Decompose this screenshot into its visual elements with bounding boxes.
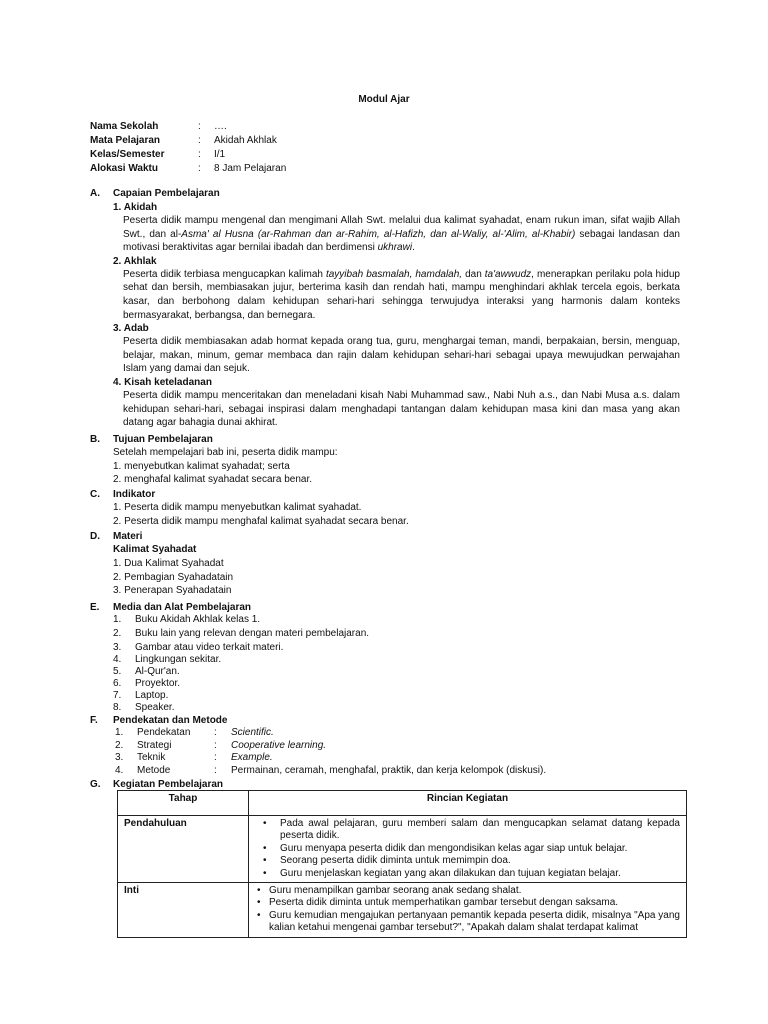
- table-row: [118, 883, 687, 938]
- section-letter: F.: [90, 715, 98, 726]
- item-number: 4.: [115, 764, 124, 776]
- section-heading: [90, 530, 680, 543]
- info-value: ….: [214, 121, 227, 132]
- item-label: Strategi: [137, 739, 172, 751]
- item-sep: :: [214, 727, 217, 738]
- section-title: Materi: [113, 531, 143, 542]
- item-label: Metode: [137, 764, 171, 776]
- item-text: Proyektor.: [135, 678, 181, 689]
- section-heading: [90, 433, 680, 446]
- section-letter: B.: [90, 434, 100, 445]
- section-title: Capaian Pembelajaran: [113, 188, 220, 199]
- bullet-item: [255, 885, 680, 897]
- item-text: Speaker.: [135, 702, 175, 713]
- list-item: [113, 702, 680, 714]
- info-sep: :: [198, 163, 201, 174]
- section-letter: E.: [90, 602, 100, 613]
- item-number: 7.: [113, 690, 122, 701]
- info-sep: :: [198, 135, 201, 146]
- section-indikator: [90, 488, 680, 528]
- info-key: Alokasi Waktu: [90, 163, 158, 174]
- table-header-row: [118, 791, 687, 816]
- info-key: Kelas/Semester: [90, 149, 165, 160]
- item-value: Example.: [231, 752, 273, 763]
- bullet-icon: •: [257, 897, 261, 909]
- item-number: 5.: [113, 666, 122, 677]
- section-media: [90, 601, 680, 714]
- item-number: 4.: [113, 654, 122, 665]
- info-row: [90, 162, 490, 176]
- item-number: 6.: [113, 678, 122, 689]
- item-number: 3.: [115, 752, 124, 763]
- bullet-icon: •: [257, 909, 261, 921]
- subsection-heading: 3. Adab: [113, 323, 149, 335]
- list-item: [113, 666, 680, 678]
- bullet-text: Guru menyapa peserta didik dan mengondisikan kelas agar siap untuk belajar.: [280, 842, 628, 854]
- bullet-item: [255, 910, 680, 935]
- item-text: Laptop.: [135, 690, 169, 701]
- section-heading: [90, 488, 680, 501]
- section-letter: A.: [90, 188, 100, 199]
- list-item: [113, 642, 680, 654]
- activity-table: [117, 790, 687, 938]
- info-sep: :: [198, 121, 201, 132]
- bullet-text: Guru kemudian mengajukan pertanyaan pemantik kepada peserta didik, misalnya "Apa yang kalian ketahui mengenai gambar tersebut?", "Apakah dalam shalat terdapat kalimat: [269, 909, 680, 934]
- info-row: [90, 148, 490, 162]
- bullet-icon: •: [263, 818, 267, 829]
- list-item: 1. Dua Kalimat Syahadat: [113, 558, 224, 569]
- section-heading: [90, 187, 680, 200]
- paragraph: [123, 268, 680, 322]
- bullet-icon: •: [263, 867, 267, 879]
- list-item: [113, 614, 680, 626]
- section-letter: D.: [90, 531, 100, 542]
- text-run: Peserta didik terbiasa mengucapkan kalimah: [123, 268, 326, 280]
- method-list: [90, 727, 680, 777]
- identity-block: [90, 120, 490, 176]
- list-item: [113, 690, 680, 702]
- media-list: [113, 614, 680, 714]
- section-title: Media dan Alat Pembelajaran: [113, 602, 252, 613]
- paragraph: [123, 214, 680, 255]
- list-item: 2. Peserta didik mampu menghafal kalimat syahadat secara benar.: [113, 515, 409, 527]
- italic-run: ukhrawi: [377, 242, 413, 254]
- item-number: 8.: [113, 702, 122, 713]
- section-heading: [90, 714, 680, 727]
- bullet-item: [255, 868, 680, 880]
- italic-run: tayyibah basmalah, hamdalah,: [325, 268, 463, 280]
- item-label: Teknik: [137, 752, 166, 763]
- item-text: Al-Qur'an.: [135, 666, 180, 677]
- section-letter: C.: [90, 489, 100, 500]
- detail-cell: [249, 816, 687, 883]
- info-value: I/1: [214, 149, 226, 160]
- info-value: Akidah Akhlak: [214, 135, 277, 146]
- text-run: .: [412, 242, 415, 254]
- item-number: 2.: [113, 628, 122, 639]
- bullet-item: [255, 843, 680, 855]
- list-item: [115, 727, 680, 740]
- bullet-text: Guru menampilkan gambar seorang anak sedang shalat.: [269, 885, 522, 897]
- bullet-icon: •: [263, 855, 267, 867]
- section-letter: G.: [90, 779, 101, 790]
- info-row: [90, 120, 490, 134]
- detail-cell: [249, 883, 687, 938]
- list-item: 1. menyebutkan kalimat syahadat; serta: [113, 460, 290, 472]
- bullet-icon: •: [257, 885, 261, 897]
- section-title: Kegiatan Pembelajaran: [113, 779, 224, 790]
- column-header-rincian: Rincian Kegiatan: [249, 791, 687, 816]
- section-tujuan: [90, 433, 680, 487]
- item-number: 1.: [115, 727, 124, 738]
- materi-subtitle: Kalimat Syahadat: [113, 544, 197, 555]
- bullet-text: Guru menjelaskan kegiatan yang akan dilakukan dan tujuan kegiatan belajar.: [280, 867, 621, 879]
- subsection-heading: 2. Akhlak: [113, 255, 157, 267]
- section-title: Tujuan Pembelajaran: [113, 434, 213, 445]
- list-item: 3. Penerapan Syahadatain: [113, 585, 232, 597]
- intro-text: Setelah mempelajari bab ini, peserta didik mampu:: [113, 447, 338, 458]
- section-title: Pendekatan dan Metode: [113, 715, 228, 726]
- item-number: 3.: [113, 642, 122, 653]
- stage-cell: Pendahuluan: [118, 816, 249, 883]
- item-text: Gambar atau video terkait materi.: [135, 642, 284, 653]
- subsection-heading: 1. Akidah: [113, 202, 158, 213]
- info-key: Mata Pelajaran: [90, 135, 161, 146]
- paragraph: Peserta didik mampu menceritakan dan meneladani kisah Nabi Muhammad saw., Nabi Nuh a.s., dan Nabi Musa a.s. dalam kehidupan sehari-hari, sebagai inspirasi dalam menghadapi tantangan dalam kehidupan masa kini dan masa yang akan datang agar bahagia dunai akhirat.: [123, 389, 680, 429]
- section-materi: [90, 530, 680, 598]
- item-text: Lingkungan sekitar.: [135, 654, 222, 665]
- info-value: 8 Jam Pelajaran: [214, 163, 287, 174]
- item-number: 2.: [115, 739, 124, 751]
- list-item: 2. Pembagian Syahadatain: [113, 571, 234, 583]
- bullet-item: [255, 897, 680, 909]
- item-value: Permainan, ceramah, menghafal, praktik, dan kerja kelompok (diskusi).: [231, 764, 547, 776]
- item-label: Pendekatan: [137, 727, 191, 738]
- table-row: [118, 816, 687, 883]
- text-run: sebagai landasan dan motivasi beraktivitas agar bernilai ibadah dan berdimensi: [123, 228, 680, 254]
- column-header-tahap: Tahap: [118, 791, 249, 816]
- italic-run: Asma' al Husna (ar-Rahman dan ar-Rahim, al-Hafizh, dan al-Waliy, al-'Alim, al-Khabir): [181, 228, 576, 240]
- bullet-text: Peserta didik diminta untuk memperhatikan gambar tersebut dengan saksama.: [269, 897, 619, 909]
- item-sep: :: [214, 739, 217, 751]
- list-item: 2. menghafal kalimat syahadat secara benar.: [113, 474, 313, 486]
- list-item: [113, 626, 680, 642]
- section-heading: [90, 601, 680, 614]
- paragraph: Peserta didik membiasakan adab hormat kepada orang tua, guru, menghargai teman, mandi, berpakaian, bersin, menguap, belajar, makan, minum, gemar membaca dan rajin dalam kehidupan sehari-hari sebagai upaya mewujudkan perwajahan Islam yang damai dan sejuk.: [123, 336, 680, 375]
- bullet-text: Pada awal pelajaran, guru memberi salam dan mengucapkan selamat datang kepada peserta didik.: [280, 818, 680, 842]
- page-title: Modul Ajar: [358, 94, 410, 105]
- list-item: [115, 752, 680, 765]
- list-item: [115, 740, 680, 753]
- stage-cell: Inti: [118, 883, 249, 938]
- section-title: Indikator: [113, 489, 156, 500]
- text-run: dan: [462, 268, 485, 280]
- bullet-item: [255, 855, 680, 867]
- text-run: , menerapkan perilaku pola hidup sehat dan bersih, membiasakan jujur, berterima kasih dan rendah hati, mampu menghindari akhlak tercela egois, berkata kasar, dan berbohong dalam kehidupan sehari-hari sehingga terwujudya interaksi yang harmonis dalam konteks bermasyarakat, berbangsa, dan bernegara.: [123, 268, 680, 321]
- info-row: [90, 134, 490, 148]
- list-item: [113, 654, 680, 666]
- item-value: Scientific.: [231, 727, 274, 738]
- item-text: Buku lain yang relevan dengan materi pembelajaran.: [135, 628, 370, 639]
- item-sep: :: [214, 764, 217, 776]
- bullet-item: [255, 818, 680, 843]
- subsection-heading: 4. Kisah keteladanan: [113, 376, 212, 388]
- italic-run: ta'awwudz: [484, 268, 532, 280]
- text-run: Peserta didik mampu mengenal dan mengimani Allah Swt. melalui dua kalimat syahadat, enam rukun iman, sifat wajib Allah Swt., dan al-: [123, 215, 680, 240]
- list-item: 1. Peserta didik mampu menyebutkan kalimat syahadat.: [113, 502, 362, 513]
- section-pendekatan: [90, 714, 680, 777]
- info-key: Nama Sekolah: [90, 121, 159, 132]
- list-item: [113, 678, 680, 690]
- item-value: Cooperative learning.: [231, 739, 327, 751]
- bullet-text: Seorang peserta didik diminta untuk memimpin doa.: [280, 855, 511, 867]
- info-sep: :: [198, 149, 201, 160]
- item-text: Buku Akidah Akhlak kelas 1.: [135, 614, 261, 625]
- list-item: [115, 765, 680, 778]
- item-number: 1.: [113, 614, 122, 625]
- section-capaian: [90, 187, 680, 430]
- bullet-icon: •: [263, 842, 267, 854]
- item-sep: :: [214, 752, 217, 763]
